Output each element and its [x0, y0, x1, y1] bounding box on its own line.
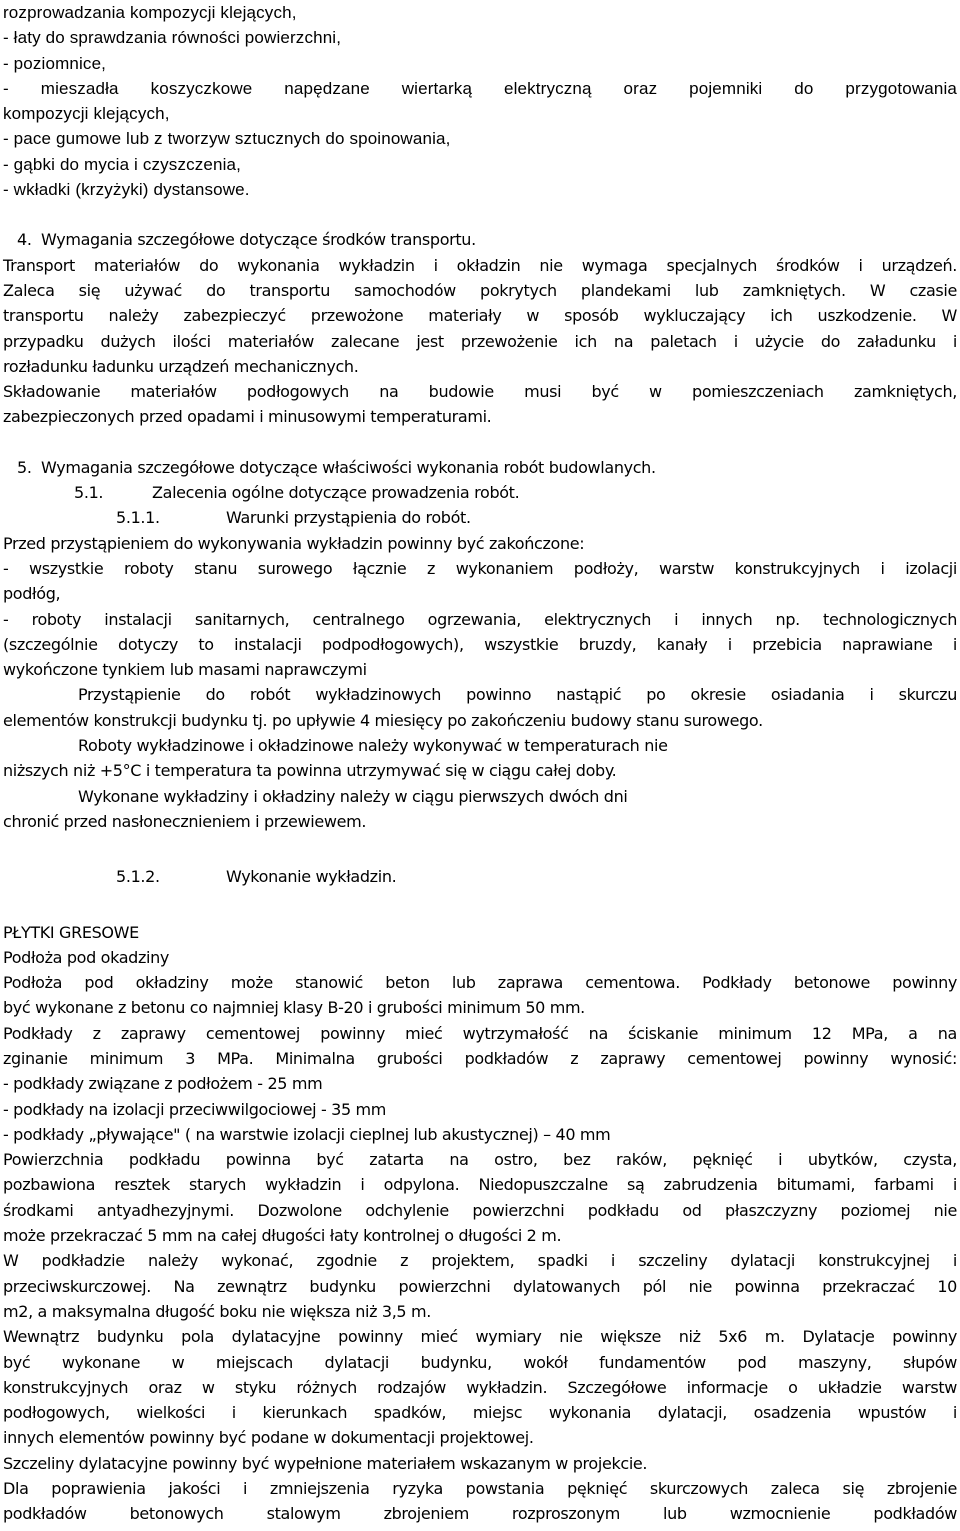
list-item: - łaty do sprawdzania równości powierzchni,	[3, 28, 342, 48]
tiles-heading: PŁYTKI GRESOWE	[3, 922, 139, 942]
list-item: - poziomnice,	[3, 53, 107, 73]
paragraph-line: rozładunku ładunku urządzeń mechanicznych.	[3, 356, 359, 376]
paragraph-line: - wszystkie roboty stanu surowego łącznie z wykonaniem podłoży, warstw konstrukcyjnych i izolacji	[3, 558, 957, 578]
paragraph-line: Powierzchnia podkładu powinna być zatarta na ostro, bez raków, pęknięć i ubytków, czysta,	[3, 1150, 957, 1170]
subsection-title: Zalecenia ogólne dotyczące prowadzenia robót.	[152, 483, 520, 503]
paragraph-line: Roboty wykładzinowe i okładzinowe należy wykonywać w temperaturach nie	[78, 736, 668, 756]
list-item: - wkładki (krzyżyki) dystansowe.	[3, 180, 250, 200]
paragraph-line: Przystąpienie do robót wykładzinowych powinno nastąpić po okresie osiadania i skurczu	[78, 685, 957, 705]
paragraph-line: Podłoża pod okładziny może stanowić beton lub zaprawa cementowa. Podkłady betonowe powinny	[3, 973, 957, 993]
section-works	[3, 455, 957, 890]
paragraph-line: podłóg,	[3, 584, 61, 604]
paragraph-line: Zaleca się używać do transportu samochodów pokrytych plandekami lub zamkniętych. W czasie	[3, 280, 957, 300]
subsection-title: Wykonanie wykładzin.	[226, 867, 397, 887]
paragraph-line: pozbawiona resztek starych wykładzin i odpylona. Niedopuszczalne są zabrudzenia bitumami, farbami i	[3, 1175, 957, 1195]
paragraph-line: wykończone tynkiem lub masami naprawczymi	[3, 660, 367, 680]
subsection-heading	[3, 480, 957, 505]
paragraph-line: m2, a maksymalna długość boku nie większa niż 3,5 m.	[3, 1301, 431, 1321]
paragraph-line: - podkłady „pływające" ( na warstwie izolacji cieplnej lub akustycznej) – 40 mm	[3, 1124, 611, 1144]
subsubsection-heading	[3, 864, 957, 889]
paragraph-line: chronić przed nasłonecznieniem i przewiewem.	[3, 811, 367, 831]
list-item: - gąbki do mycia i czyszczenia,	[3, 154, 242, 174]
subsection-number: 5.1.	[74, 483, 104, 503]
subsection-number: 5.1.2.	[116, 867, 160, 887]
paragraph-line: Wykonane wykładziny i okładziny należy w ciągu pierwszych dwóch dni	[78, 786, 628, 806]
subsubsection-heading	[3, 505, 957, 530]
paragraph-line: przeciwskurczowej. Na zewnątrz budynku powierzchni dylatowanych pól nie powinna przekraczać 10	[3, 1276, 957, 1296]
paragraph-line: Podkłady z zaprawy cementowej powinny mieć wytrzymałość na ściskanie minimum 12 MPa, a na	[3, 1023, 957, 1043]
tiles-subheading: Podłoża pod okadziny	[3, 947, 170, 967]
paragraph-line: Dla poprawienia jakości i zmniejszenia ryzyka powstania pęknięć skurczowych zaleca się zbrojenie	[3, 1479, 957, 1499]
section-transport	[3, 227, 957, 429]
subsection-title: Warunki przystąpienia do robót.	[226, 508, 471, 528]
paragraph-line: elementów konstrukcji budynku tj. po upływie 4 miesięcy po zakończeniu budowy stanu surowego.	[3, 710, 763, 730]
section-tiles	[3, 920, 957, 1527]
paragraph-line: przypadku dużych ilości materiałów zalecane jest przewożenie ich na paletach i użycie do załadunku i	[3, 331, 957, 351]
list-item: kompozycji klejących,	[3, 104, 170, 124]
paragraph-line: zabezpieczonych przed opadami i minusowymi temperaturami.	[3, 407, 492, 427]
paragraph-line: - podkłady na izolacji przeciwwilgociowej - 35 mm	[3, 1099, 387, 1119]
section-heading: 5. Wymagania szczegółowe dotyczące właściwości wykonania robót budowlanych.	[17, 457, 656, 477]
paragraph-line: podłogowych, wielkości i kierunkach spadków, miejsc wykonania dylatacji, osadzenia wpustów i	[3, 1403, 957, 1423]
paragraph-line: zginanie minimum 3 MPa. Minimalna grubości podkładów z zaprawy cementowej powinny wynosić:	[3, 1048, 957, 1068]
paragraph-line: być wykonane w miejscach dylatacji budynku, wokół fundamentów pod maszyny, słupów	[3, 1352, 957, 1372]
paragraph-line: podkładów betonowych stalowym zbrojeniem rozproszonym lub wzmocnienie podkładów	[3, 1504, 957, 1524]
tools-list	[3, 0, 957, 202]
subsection-number: 5.1.1.	[116, 508, 160, 528]
paragraph-line: konstrukcyjnych oraz w styku różnych rodzajów wykładzin. Szczegółowe informacje o układzie warstw	[3, 1377, 957, 1397]
list-item: rozprowadzania kompozycji klejących,	[3, 3, 297, 22]
paragraph-line: Wewnątrz budynku pola dylatacyjne powinny mieć wymiary nie większe niż 5x6 m. Dylatacje powinny	[3, 1327, 957, 1347]
paragraph-line: Szczeliny dylatacyjne powinny być wypełnione materiałem wskazanym w projekcie.	[3, 1453, 648, 1473]
paragraph-line: środkami antyadhezyjnymi. Dozwolone odchylenie powierzchni podkładu od płaszczyzny poziomej nie	[3, 1200, 957, 1220]
paragraph-line: Składowanie materiałów podłogowych na budowie musi być w pomieszczeniach zamkniętych,	[3, 382, 957, 402]
paragraph-line: Przed przystąpieniem do wykonywania wykładzin powinny być zakończone:	[3, 533, 585, 553]
paragraph-line: transportu należy zabezpieczyć przewożone materiały w sposób wykluczający ich uszkodzenie. W	[3, 306, 957, 326]
paragraph-line: Transport materiałów do wykonania wykładzin i okładzin nie wymaga specjalnych środków i urządzeń.	[3, 255, 957, 275]
paragraph-line: - podkłady związane z podłożem - 25 mm	[3, 1074, 323, 1094]
section-heading: 4. Wymagania szczegółowe dotyczące środków transportu.	[17, 230, 476, 250]
paragraph-line: (szczególnie dotyczy to instalacji podpodłogowych), wszystkie bruzdy, kanały i przebicia naprawiane i	[3, 634, 957, 654]
paragraph-line: - roboty instalacji sanitarnych, centralnego ogrzewania, elektrycznych i innych np. technologicznych	[3, 609, 957, 629]
list-item: - mieszadła koszyczkowe napędzane wiertarką elektryczną oraz pojemniki do przygotowania	[3, 78, 957, 98]
paragraph-line: może przekraczać 5 mm na całej długości łaty kontrolnej o długości 2 m.	[3, 1226, 562, 1246]
paragraph-line: niższych niż +5°C i temperatura ta powinna utrzymywać się w ciągu całej doby.	[3, 761, 617, 781]
paragraph-line: W podkładzie należy wykonać, zgodnie z projektem, spadki i szczeliny dylatacji konstrukcyjnej i	[3, 1251, 957, 1271]
list-item: - pace gumowe lub z tworzyw sztucznych do spoinowania,	[3, 129, 451, 149]
paragraph-line: innych elementów powinny być podane w dokumentacji projektowej.	[3, 1428, 534, 1448]
paragraph-line: być wykonane z betonu co najmniej klasy B-20 i grubości minimum 50 mm.	[3, 998, 585, 1018]
